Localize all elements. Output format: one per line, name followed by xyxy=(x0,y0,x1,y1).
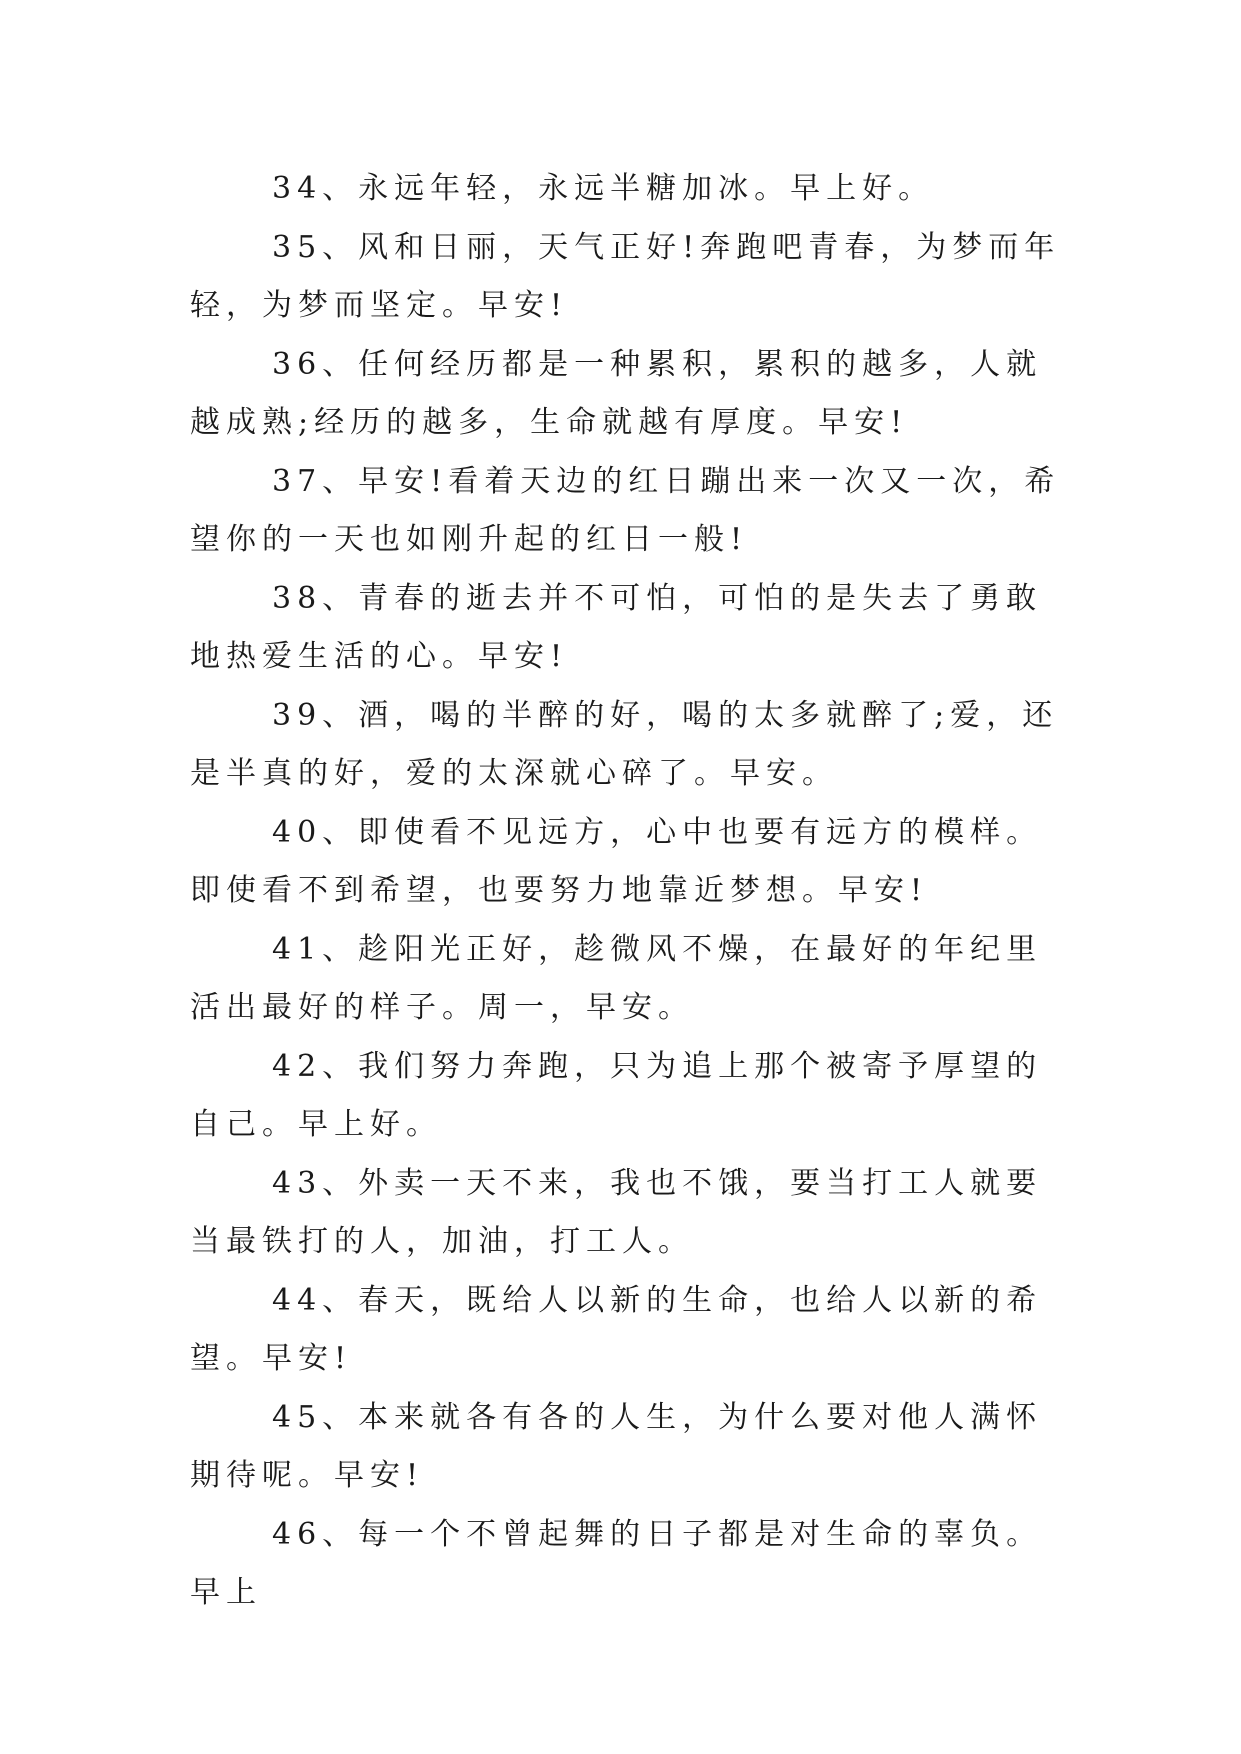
document-body xyxy=(190,160,1070,1623)
paragraph-39: 39、酒，喝的半醉的好，喝的太多就醉了;爱，还是半真的好，爱的太深就心碎了。早安。 xyxy=(190,697,1059,791)
paragraph-42: 42、我们努力奔跑，只为追上那个被寄予厚望的自己。早上好。 xyxy=(190,1048,1043,1142)
paragraph-34: 34、永远年轻，永远半糖加冰。早上好。 xyxy=(272,171,935,206)
paragraph-45: 45、本来就各有各的人生，为什么要对他人满怀期待呢。早安! xyxy=(190,1399,1043,1493)
paragraph-38: 38、青春的逝去并不可怕，可怕的是失去了勇敢地热爱生活的心。早安! xyxy=(190,580,1043,674)
paragraph-40: 40、即使看不见远方，心中也要有远方的模样。即使看不到希望，也要努力地靠近梦想。早安! xyxy=(190,814,1043,908)
paragraph-37: 37、早安!看着天边的红日蹦出来一次又一次，希望你的一天也如刚升起的红日一般! xyxy=(190,463,1061,557)
paragraph-43: 43、外卖一天不来，我也不饿，要当打工人就要当最铁打的人，加油，打工人。 xyxy=(190,1165,1043,1259)
paragraph-46: 46、每一个不曾起舞的日子都是对生命的辜负。早上 xyxy=(190,1516,1043,1610)
paragraph-35: 35、风和日丽，天气正好!奔跑吧青春，为梦而年轻，为梦而坚定。早安! xyxy=(190,229,1061,323)
paragraph-41: 41、趁阳光正好，趁微风不燥，在最好的年纪里活出最好的样子。周一，早安。 xyxy=(190,931,1043,1025)
paragraph-36: 36、任何经历都是一种累积，累积的越多，人就越成熟;经历的越多，生命就越有厚度。早安! xyxy=(190,346,1043,440)
paragraph-44: 44、春天，既给人以新的生命，也给人以新的希望。早安! xyxy=(190,1282,1043,1376)
